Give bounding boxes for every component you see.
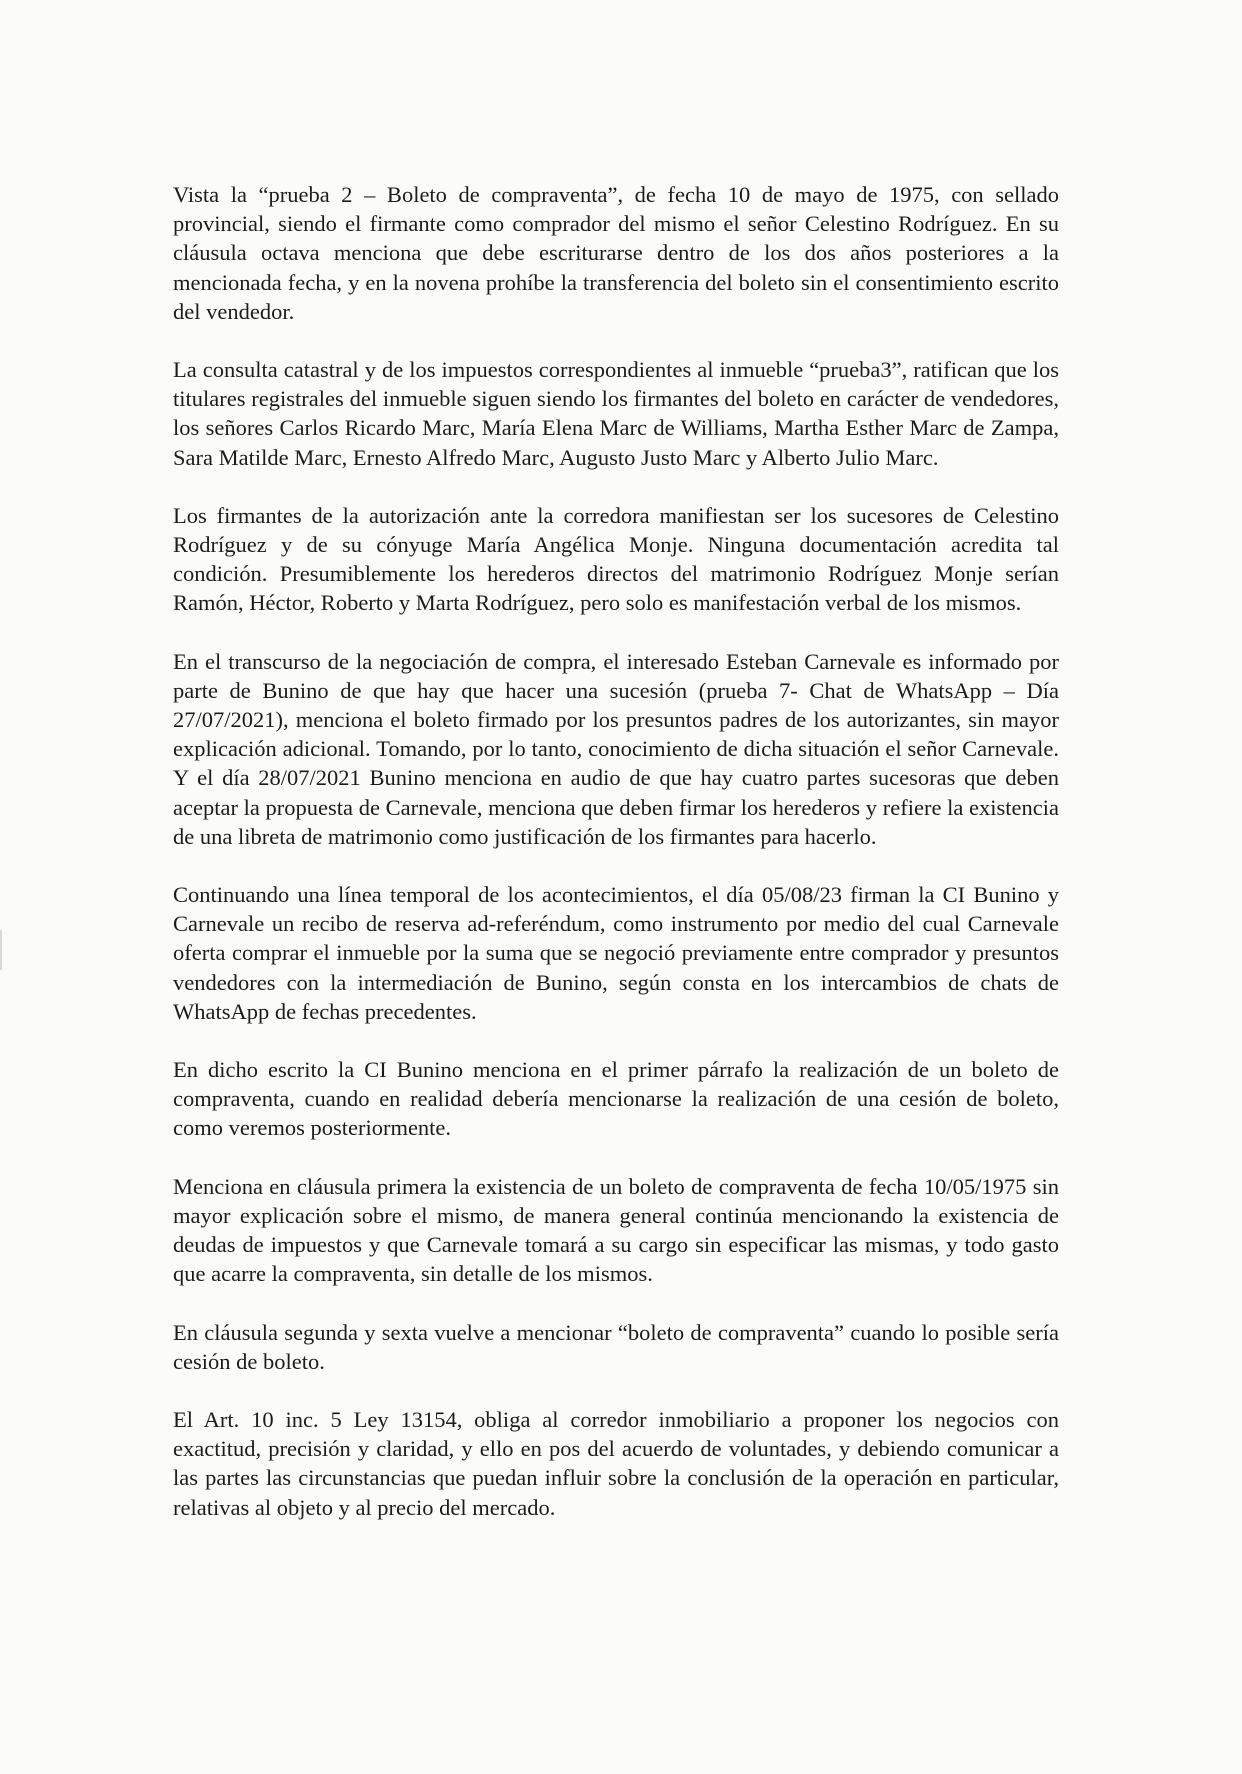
document-body — [173, 180, 1059, 1551]
paragraph-2: La consulta catastral y de los impuestos correspondientes al inmueble “prueba3”, ratifican que los titulares registrales del inmueble siguen siendo los firmantes del boleto en carácter de vendedores, los señores Carlos Ricardo Marc, María Elena Marc de Williams, Martha Esther Marc de Zampa, Sara Matilde Marc, Ernesto Alfredo Marc, Augusto Justo Marc y Alberto Julio Marc. — [173, 357, 1059, 470]
paragraph-5: Continuando una línea temporal de los acontecimientos, el día 05/08/23 firman la CI Bunino y Carnevale un recibo de reserva ad-referéndum, como instrumento por medio del cual Carnevale oferta comprar el inmueble por la suma que se negoció previamente entre comprador y presuntos vendedores con la intermediación de Bunino, según consta en los intercambios de chats de WhatsApp de fechas precedentes. — [173, 882, 1059, 1024]
paragraph-7: Menciona en cláusula primera la existencia de un boleto de compraventa de fecha 10/05/1975 sin mayor explicación sobre el mismo, de manera general continúa mencionando la existencia de deudas de impuestos y que Carnevale tomará a su cargo sin especificar las mismas, y todo gasto que acarre la compraventa, sin detalle de los mismos. — [173, 1173, 1059, 1287]
paragraph-9: El Art. 10 inc. 5 Ley 13154, obliga al corredor inmobiliario a proponer los negocios con exactitud, precisión y claridad, y ello en pos del acuerdo de voluntades, y debiendo comunicar a las partes las circunstancias que puedan influir sobre la conclusión de la operación en particular, relativas al objeto y al precio del mercado. — [173, 1406, 1059, 1520]
paragraph-3: Los firmantes de la autorización ante la corredora manifiestan ser los sucesores de Celestino Rodríguez y de su cónyuge María Angélica Monje. Ninguna documentación acredita tal condición. Presumiblemente los herederos directos del matrimonio Rodríguez Monje serían Ramón, Héctor, Roberto y Marta Rodríguez, pero solo es manifestación verbal de los mismos. — [173, 502, 1059, 616]
paragraph-6: En dicho escrito la CI Bunino menciona en el primer párrafo la realización de un boleto de compraventa, cuando en realidad debería mencionarse la realización de una cesión de boleto, como veremos posteriormente. — [173, 1057, 1059, 1141]
paragraph-4: En el transcurso de la negociación de compra, el interesado Esteban Carnevale es informado por parte de Bunino de que hay que hacer una sucesión (prueba 7- Chat de WhatsApp – Día 27/07/2021), menciona el boleto firmado por los presuntos padres de los autorizantes, sin mayor explicación adicional. Tomando, por lo tanto, conocimiento de dicha situación el señor Carnevale. Y el día 28/07/2021 Bunino menciona en audio de que hay cuatro partes sucesoras que deben aceptar la propuesta de Carnevale, menciona que deben firmar los herederos y refiere la existencia de una libreta de matrimonio como justificación de los firmantes para hacerlo. — [173, 648, 1059, 849]
paragraph-8: En cláusula segunda y sexta vuelve a mencionar “boleto de compraventa” cuando lo posible sería cesión de boleto. — [173, 1319, 1059, 1374]
paragraph-1: Vista la “prueba 2 – Boleto de compraventa”, de fecha 10 de mayo de 1975, con sellado provincial, siendo el firmante como comprador del mismo el señor Celestino Rodríguez. En su cláusula octava menciona que debe escriturarse dentro de los dos años posteriores a la mencionada fecha, y en la novena prohíbe la transferencia del boleto sin el consentimiento escrito del vendedor. — [173, 182, 1059, 324]
scan-edge-mark — [0, 930, 2, 970]
